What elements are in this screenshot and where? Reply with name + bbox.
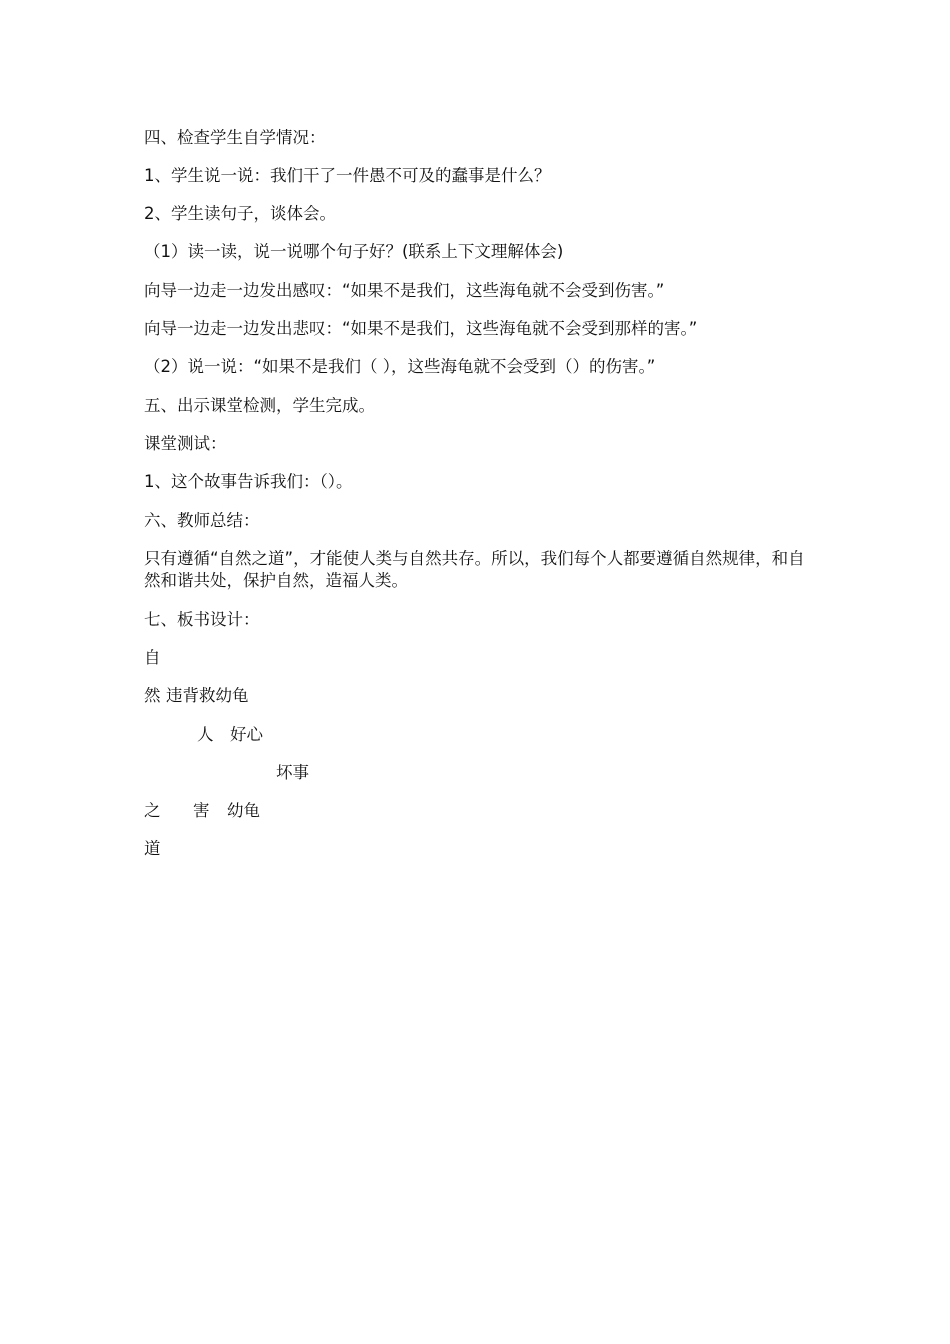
board-char-zi: 自 xyxy=(144,648,161,667)
section-4-quote-2: 向导一边走一边发出悲叹：“如果不是我们，这些海龟就不会受到那样的害。” xyxy=(144,319,698,338)
section-6-heading: 六、教师总结： xyxy=(144,511,260,530)
section-6-summary: 只有遵循“自然之道”，才能使人类与自然共存。所以，我们每个人都要遵循自然规律，和自然和谐共处，保护自然，造福人类。 xyxy=(144,549,805,590)
section-4-item-1: 1、学生说一说：我们干了一件愚不可及的蠢事是什么？ xyxy=(144,166,551,185)
board-wei-bei: 违背救幼龟 xyxy=(166,686,249,705)
board-you-gui: 幼龟 xyxy=(227,801,260,820)
board-hai: 害 xyxy=(193,801,210,820)
section-5-test-label: 课堂测试： xyxy=(144,434,227,453)
board-hao-xin: 好心 xyxy=(230,725,263,744)
section-4-item-2: 2、学生读句子，谈体会。 xyxy=(144,204,336,223)
board-char-ran: 然 xyxy=(144,686,161,705)
section-7-heading: 七、板书设计： xyxy=(144,610,260,629)
section-4-quote-1: 向导一边走一边发出感叹：“如果不是我们，这些海龟就不会受到伤害。” xyxy=(144,281,665,300)
board-huai-shi: 坏事 xyxy=(276,763,309,782)
section-4-heading: 四、检查学生自学情况： xyxy=(144,128,326,147)
section-4-sub-1: （1）读一读，说一说哪个句子好？(联系上下文理解体会) xyxy=(144,242,564,261)
section-4-sub-2: （2）说一说：“如果不是我们（ ），这些海龟就不会受到（）的伤害。” xyxy=(144,357,656,376)
section-5-heading: 五、出示课堂检测，学生完成。 xyxy=(144,396,375,415)
board-char-zhi: 之 xyxy=(144,801,161,820)
section-5-item-1: 1、这个故事告诉我们：（）。 xyxy=(144,472,353,491)
board-char-dao: 道 xyxy=(144,839,161,858)
board-ren: 人 xyxy=(197,725,214,744)
